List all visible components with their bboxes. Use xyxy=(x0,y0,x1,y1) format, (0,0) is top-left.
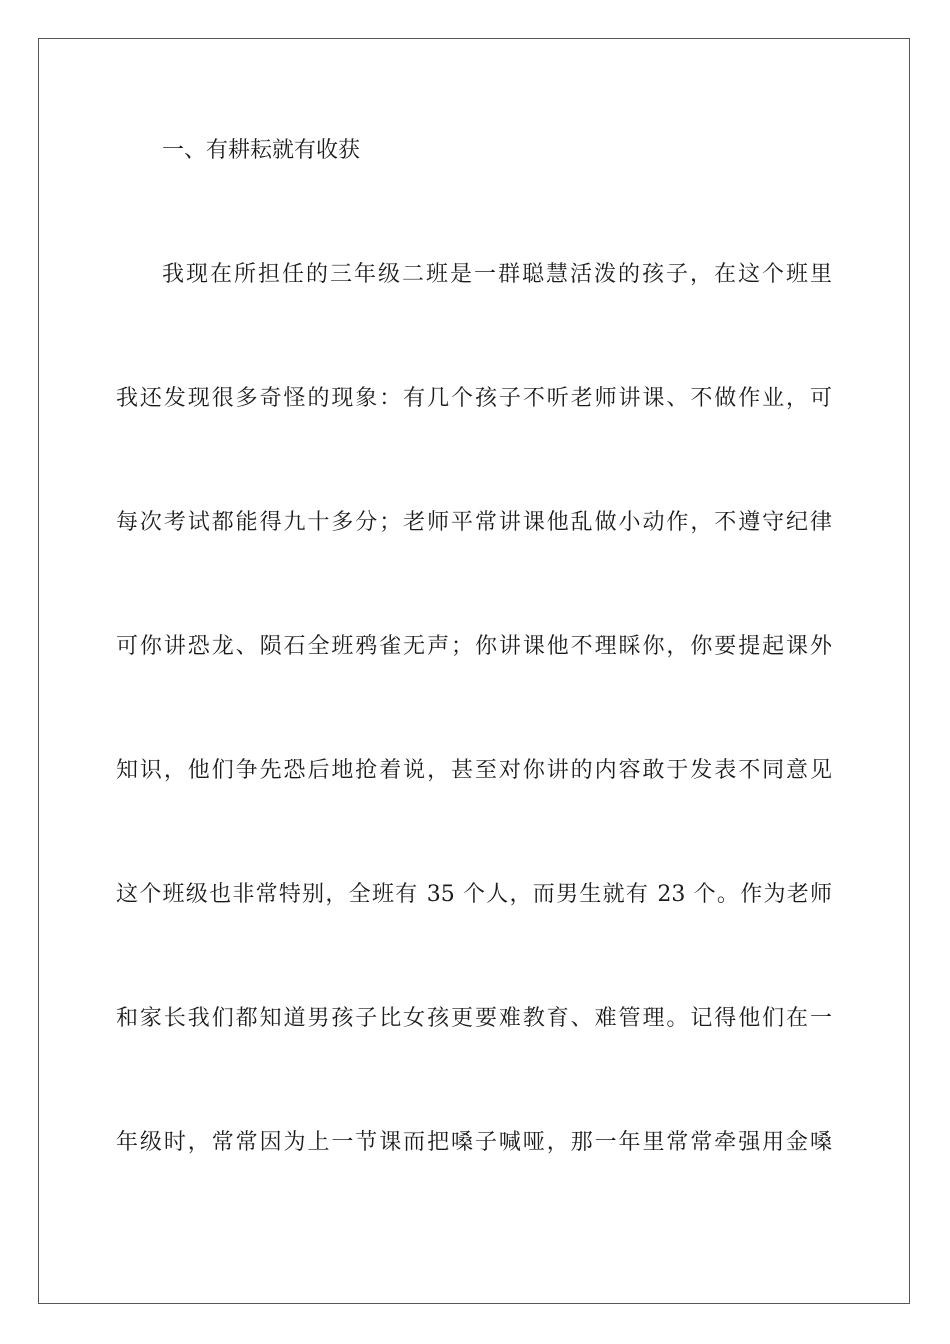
paragraph-line: 我现在所担任的三年级二班是一群聪慧活泼的孩子，在这个班里 xyxy=(162,262,832,287)
paragraph-line: 可你讲恐龙、陨石全班鸦雀无声；你讲课他不理睬你，你要提起课外 xyxy=(116,634,832,659)
paragraph-line: 每次考试都能得九十多分；老师平常讲课他乱做小动作，不遵守纪律 xyxy=(116,510,832,535)
paragraph-line: 年级时，常常因为上一节课而把嗓子喊哑，那一年里常常牵强用金嗓 xyxy=(116,1130,832,1155)
paragraph-line: 这个班级也非常特别，全班有 35 个人，而男生就有 23 个。作为老师 xyxy=(116,882,832,907)
paragraph-line: 我还发现很多奇怪的现象：有几个孩子不听老师讲课、不做作业，可 xyxy=(116,386,832,411)
paragraph-line: 和家长我们都知道男孩子比女孩更要难教育、难管理。记得他们在一 xyxy=(116,1006,832,1031)
page-frame xyxy=(38,38,910,1304)
section-heading: 一、有耕耘就有收获 xyxy=(162,138,361,163)
paragraph-line: 知识，他们争先恐后地抢着说，甚至对你讲的内容敢于发表不同意见 xyxy=(116,758,832,783)
